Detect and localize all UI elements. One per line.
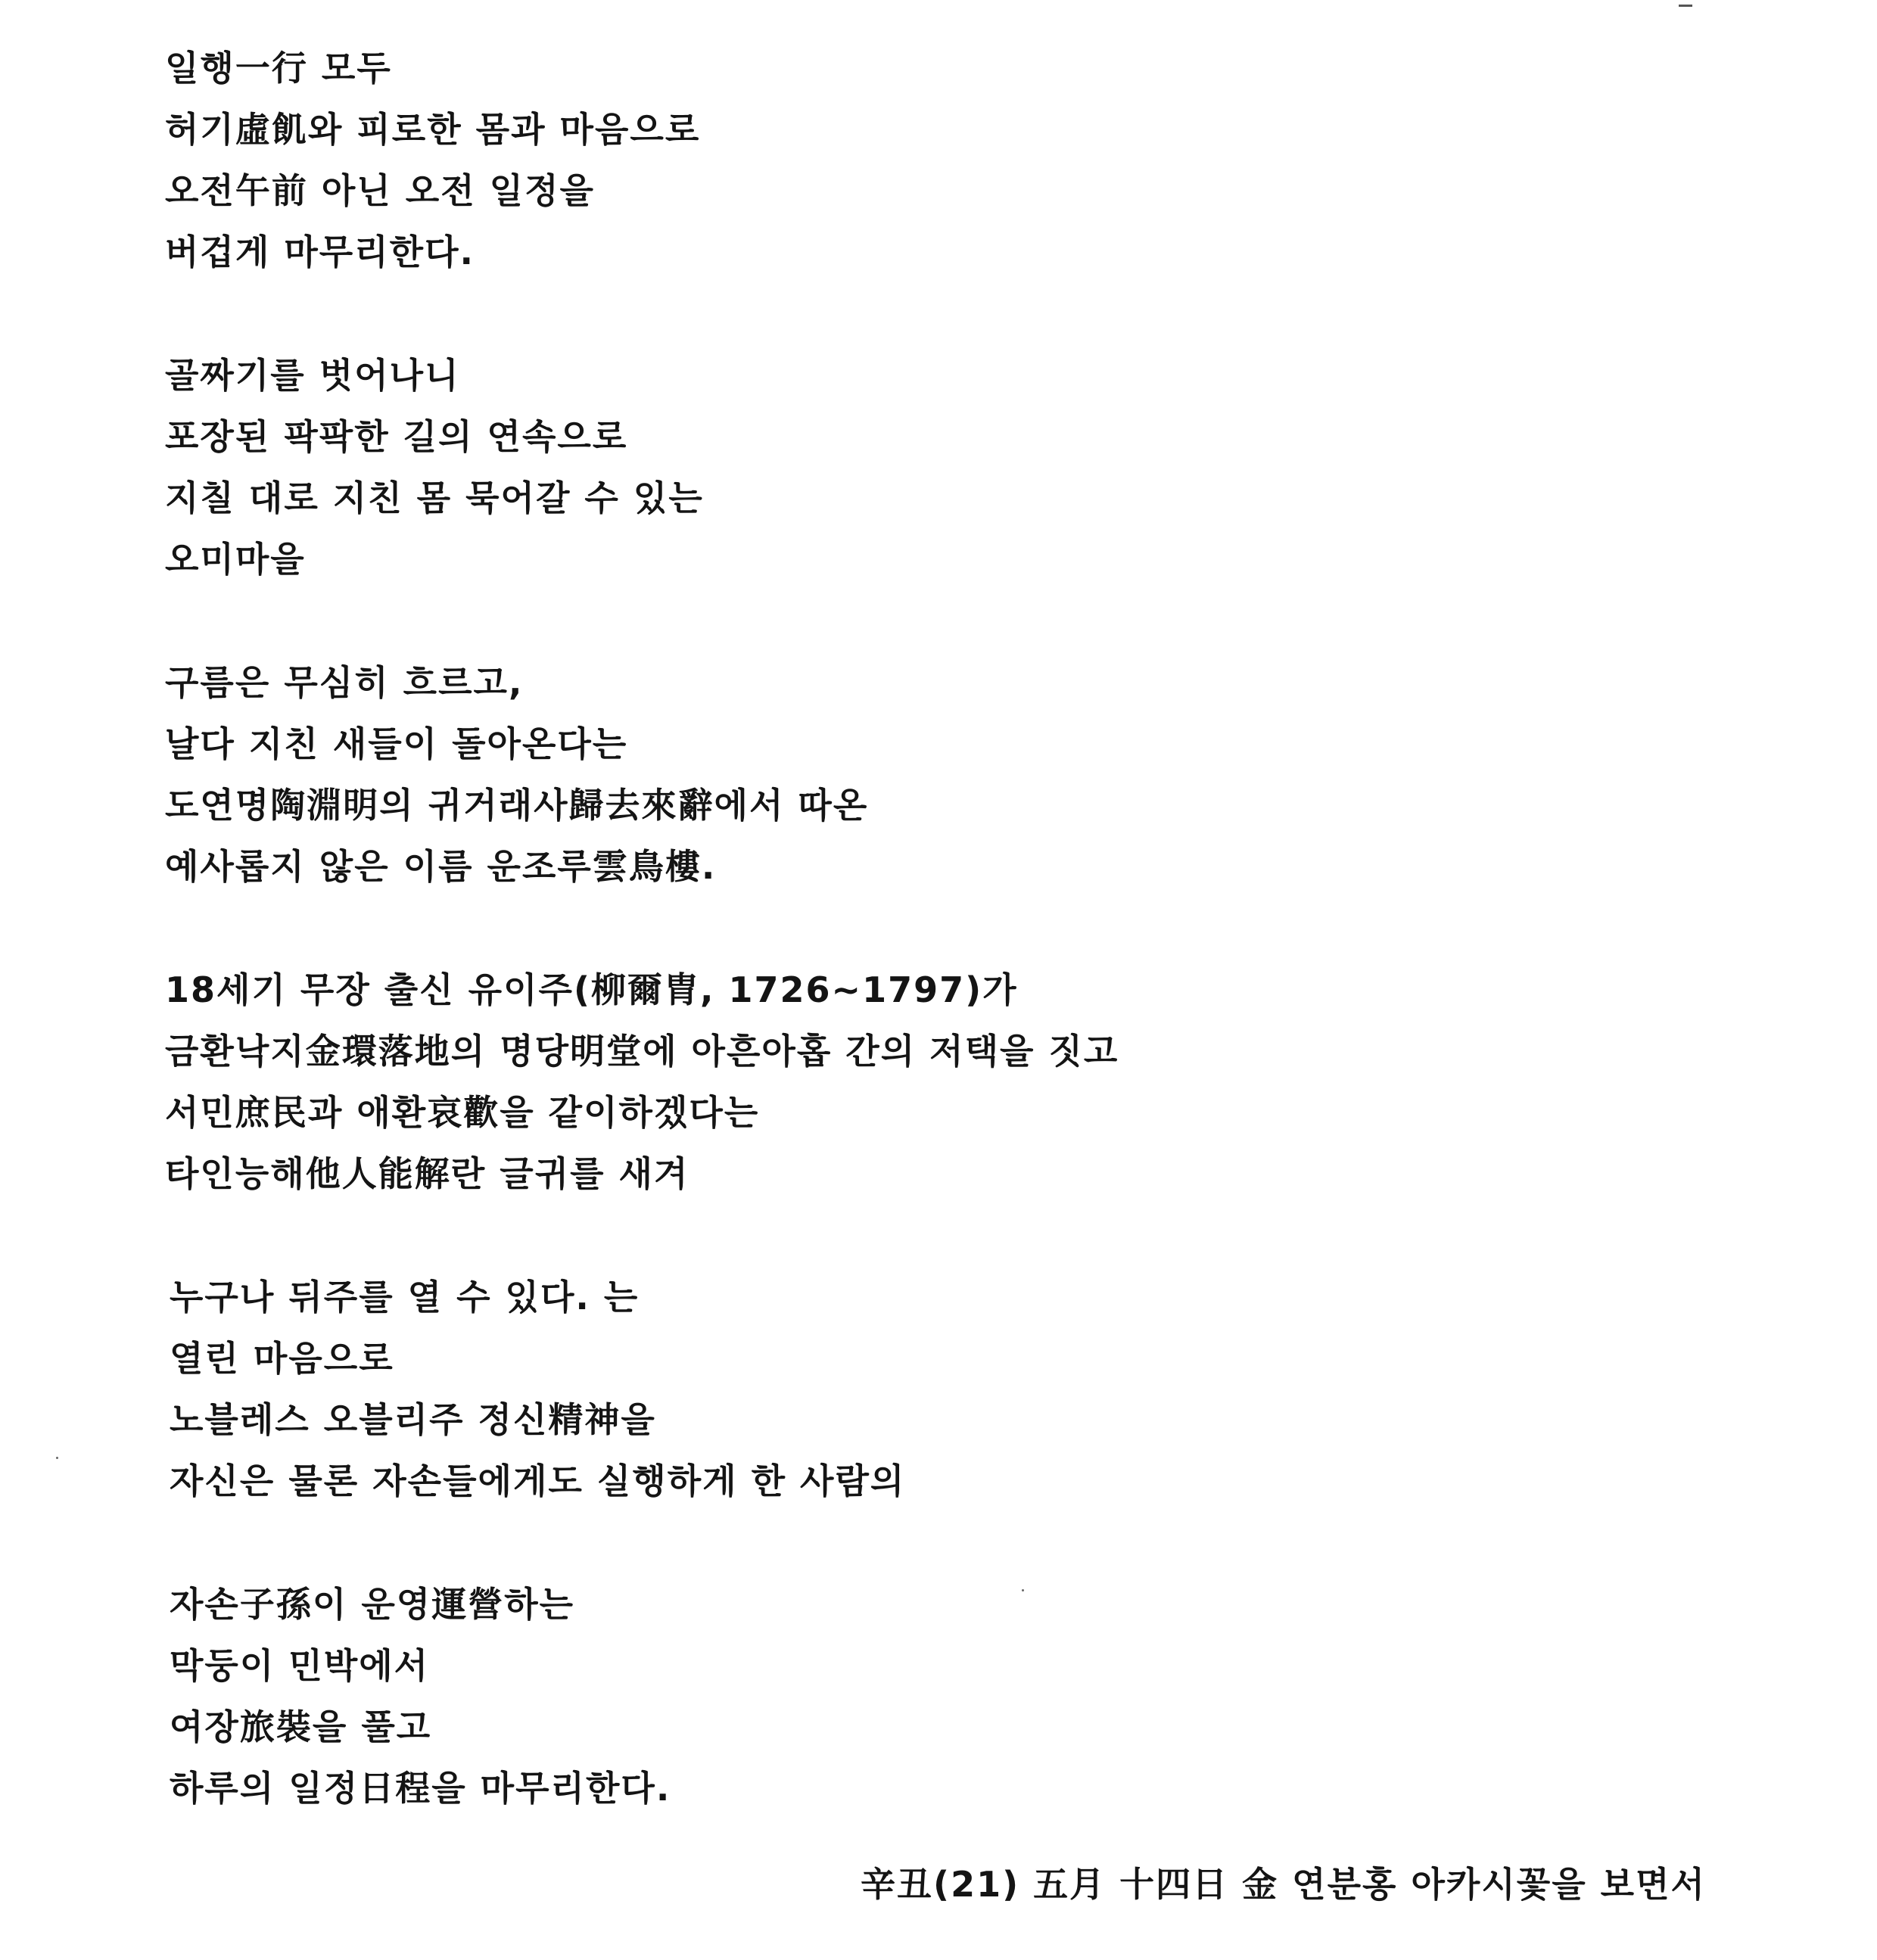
- date-signature-line: 辛丑(21) 五月 十四日 金 연분홍 아카시꽃을 보면서: [861, 1864, 1706, 1905]
- stanza: [165, 960, 1679, 1205]
- poem-line: 여장旅裝을 풀고: [170, 1706, 432, 1747]
- poem-line: 열린 마음으로: [170, 1338, 394, 1379]
- poem-line: 날다 지친 새들이 돌아온다는: [165, 723, 628, 764]
- poem-line: 막둥이 민박에서: [170, 1645, 430, 1686]
- poem-line: 누구나 뒤주를 열 수 있다. 는: [170, 1277, 640, 1318]
- poem-line: 허기虛飢와 피로한 몸과 마음으로: [165, 109, 701, 150]
- poem-line: 하루의 일정日程을 마무리한다.: [170, 1768, 671, 1809]
- stanza: [165, 345, 1679, 590]
- poem-line: 예사롭지 않은 이름 운조루雲鳥樓.: [165, 846, 717, 887]
- poem-line: 자신은 물론 자손들에게도 실행하게 한 사람의: [170, 1461, 906, 1501]
- poem-line: 버겁게 마무리한다.: [165, 232, 475, 272]
- poem-line: 구름은 무심히 흐르고,: [165, 662, 524, 703]
- poem-line: 금환낙지金環落地의 명당明堂에 아흔아홉 간의 저택을 짓고: [165, 1031, 1119, 1072]
- page-corner-mark: [1679, 0, 1692, 7]
- poem-line: 오미마을: [165, 539, 306, 580]
- poem-line: 18세기 무장 출신 유이주(柳爾胄, 1726~1797)가: [165, 969, 1018, 1010]
- poem-line: 일행一行 모두: [165, 48, 392, 89]
- poem-line: 포장된 팍팍한 길의 연속으로: [165, 416, 628, 457]
- stanza: [165, 652, 1679, 898]
- poem-line: 골짜기를 벗어나니: [165, 355, 460, 396]
- poem-line: 자손子孫이 운영運營하는: [170, 1584, 575, 1625]
- poem-line: 도연명陶淵明의 귀거래사歸去來辭에서 따온: [165, 785, 869, 826]
- scan-speck: [56, 1457, 58, 1459]
- poem-line: 타인능해他人能解란 글귀를 새겨: [165, 1153, 689, 1194]
- poem-body: [165, 38, 1679, 1881]
- stanza: [165, 38, 1679, 283]
- poem-line: 오전午前 아닌 오전 일정을: [165, 170, 595, 211]
- stanza: [165, 1267, 1679, 1512]
- poem-line: 서민庶民과 애환哀歡을 같이하겠다는: [165, 1092, 760, 1133]
- stanza: [165, 1574, 1679, 1819]
- poem-line: 노블레스 오블리주 정신精神을: [170, 1399, 656, 1440]
- poem-line: 지칠 대로 지친 몸 묵어갈 수 있는: [165, 478, 704, 518]
